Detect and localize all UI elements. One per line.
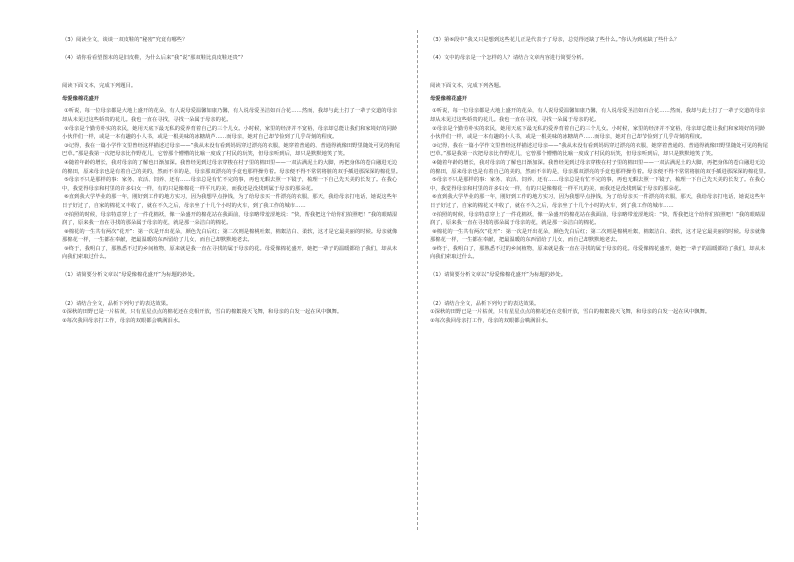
right-subquestion-1: （1）请简要分析文章以“母爱像棉花盛开”为标题的妙处。 (430, 272, 566, 279)
left-subquestion-2: （2）请结合全文，品析下列句子的表达效果。 (62, 300, 172, 307)
right-paragraph-9: ⑨终于，我明白了，那熟悉不过的乡间植物，原来就是我一直在寻找的属于母亲的花。母爱像棉花盛开，她把一辈子的温暖都给了我们，却从未向我们索取过什么。 (430, 245, 766, 261)
right-sentence-b: ②每次我回母亲打工作，母亲的双眼都会噙满泪水。 (430, 317, 552, 324)
left-question-4: （4）请你看看望图末的是旧皮鞋，为什么后来“我”说“那双鞋比真皮鞋还贵”？ (62, 54, 246, 61)
left-paragraph-8: ⑧棉花的一生共有两次“花开”：第一次是开出花朵，颜色先白后红；第二次则是棉桃吐絮，棉絮洁白、柔软，这才是它最美丽的时候。母亲就像那棉花一样，一生都在奉献，把最温暖的东西留给了儿女，而自己却默默地老去。 (62, 228, 398, 244)
column-divider (417, 30, 418, 530)
left-paragraph-2: ②母亲是个勤劳朴实的农民，她用天底下最无私的爱养育着自己的三个儿女。小时候，家里的经济并不宽裕，母亲却总能让我们和家境好的同龄小伙伴们一样，或是一本有趣的小人书，或是一根美味的冰糖葫芦……而母亲，她对自己却节俭到了几乎苛刻的程度。 (62, 125, 398, 141)
left-sentence-b: ②每次我回母亲打工作，母亲的双眼都会噙满泪水。 (62, 317, 184, 324)
right-sentence-a: ①深秋的田野已是一片枯黄，只有星星点点的棉花还在竞相开放，雪白的棉絮漫天飞舞，和母亲的白发一起在风中飘舞。 (430, 309, 711, 316)
right-paragraph-4: ④随着年龄的增长，我对母亲的了解也日渐加深。我曾经见到过母亲穿梭在村子里的棉田里——一双沾满泥土的大脚，再把身体的苍白融进无边的棉田，原来母亲也是有着自己的美的，然而不幸的是，母亲那双漂亮的手竟也那样操劳着。母亲便不得不常常将脏的双手插进那深深的棉花里。 (430, 159, 770, 175)
right-paragraph-1: ①听说，每一位母亲都是大地上盛开的花朵，有人说母爱温馨如康乃馨，有人说母爱圣洁如百合花……然而，我却与此土打了一辈子交道的母亲却从未见过这些娇贵的花儿。我也一直在寻找，寻找一朵属于母亲的花。 (430, 108, 766, 123)
right-paragraph-6: ⑥直到我大学毕业的那一年，刚好到工作的地方实习，因为我想早点挣钱，为了给母亲买一件漂亮的衣服，那天，我给母亲打电话，她说这些年日子好过了，自家的棉花又丰收了，就在不久之后，母亲坐了十几个小时的火车，到了我工作的城市…… (430, 194, 766, 209)
right-passage-title: 母爱像棉花盛开 (430, 95, 468, 102)
right-paragraph-8: ⑧棉花的一生共有两次“花开”：第一次是开出花朵，颜色先白后红；第二次则是棉桃吐絮，棉絮洁白、柔软，这才是它最美丽的时候。母亲就像那棉花一样，一生都在奉献，把最温暖的东西留给了儿女，而自己却默默地老去。 (430, 228, 766, 244)
left-paragraph-1: ①听说，每一位母亲都是大地上盛开的花朵，有人说母爱温馨如康乃馨，有人说母爱圣洁如百合花……然而，我却与此土打了一辈子交道的母亲却从未见过这些娇贵的花儿。我也一直在寻找，寻找一朵属于母亲的花。 (62, 108, 398, 123)
right-paragraph-3: ③记得，我在一篇小学作文里曾经这样描述过母亲——“我从未没有看到妈妈穿过漂亮的衣服，她穿着普通的、普通得就像田野里随处可见的狗尾巴草。”那是我第一次把母亲比作野花儿，它曾那个懵懵的比喻一度成了村民的玩笑，但母亲听到后，却只是默默地笑了笑。 (430, 142, 768, 158)
left-paragraph-9: ⑨终于，我明白了，那熟悉不过的乡间植物，原来就是我一直在寻找的属于母亲的花。母爱像棉花盛开，她把一辈子的温暖都给了我们，却从未向我们索取过什么。 (62, 245, 398, 261)
left-passage-title: 母爱像棉花盛开 (62, 95, 100, 102)
right-paragraph-2: ②母亲是个勤劳朴实的农民，她用天底下最无私的爱养育着自己的三个儿女。小时候，家里的经济并不宽裕，母亲却总能让我们和家境好的同龄小伙伴们一样，或是一本有趣的小人书，或是一根美味的冰糖葫芦……而母亲，她对自己却节俭到了几乎苛刻的程度。 (430, 125, 766, 141)
right-column (430, 36, 770, 325)
left-paragraph-3: ③记得，我在一篇小学作文里曾经这样描述过母亲——“我从未没有看到妈妈穿过漂亮的衣服，她穿着普通的、普通得就像田野里随处可见的狗尾巴草。”那是我第一次把母亲比作野花儿，它曾那个懵懵的比喻一度成了村民的玩笑，但母亲听到后，却只是默默地笑了笑。 (62, 142, 400, 158)
left-paragraph-4: ④随着年龄的增长，我对母亲的了解也日渐加深。我曾经见到过母亲穿梭在村子里的棉田里——一双沾满泥土的大脚，再把身体的苍白融进无边的棉田，原来母亲也是有着自己的美的，然而不幸的是，母亲那双漂亮的手竟也那样操劳着。母亲便不得不常常将脏的双手插进那深深的棉花里。 (62, 159, 402, 175)
left-sentence-a: ①深秋的田野已是一片枯黄，只有星星点点的棉花还在竞相开放，雪白的棉絮漫天飞舞，和母亲的白发一起在风中飘舞。 (62, 309, 343, 316)
left-paragraph-6: ⑥直到我大学毕业的那一年，刚好到工作的地方实习，因为我想早点挣钱，为了给母亲买一件漂亮的衣服，那天，我给母亲打电话，她说这些年日子好过了，自家的棉花又丰收了，就在不久之后，母亲坐了十几个小时的火车，到了我工作的城市…… (62, 194, 398, 209)
left-instruction: 阅读下面文本，完成下列题目。 (62, 83, 137, 90)
right-question-4: （4）文中的母亲是一个怎样的人？请结合文章内容进行简要分析。 (430, 54, 587, 61)
right-paragraph-7: ⑦拍照的时候，母亲特意穿上了一件花棉袄，像一朵盛开的棉花站在我面前，母亲略带羞涩地说：“快，帮我把这个给你们拍照吧！”我的眼睛湿润了，原来我一直在寻找的那朵属于母亲的花，就是那一朵洁白的棉花。 (430, 211, 766, 227)
right-instruction: 阅读下面文本，完成下列各题。 (430, 83, 505, 90)
right-subquestion-2: （2）请结合全文，品析下列句子的表达效果。 (430, 300, 540, 307)
left-paragraph-7: ⑦拍照的时候，母亲特意穿上了一件花棉袄，像一朵盛开的棉花站在我面前，母亲略带羞涩地说：“快，帮我把这个给你们拍照吧！”我的眼睛湿润了，原来我一直在寻找的那朵属于母亲的花，就是那一朵洁白的棉花。 (62, 211, 398, 227)
right-question-3: （3）第⑥段中“我又只是想到这些花儿正是代表于了母亲，总觉得还缺了些什么。”你认为到底缺了些什么？ (430, 37, 680, 43)
right-paragraph-5: ⑤母亲不只是那样的事：家务、农活、饲养、还有……母亲总是有忙不完的事，再也无暇去照一下镜子，梳理一下自己先天美的长发了。在我心中，我觉得母亲和村里的许多妇女一样，有的只是像棉花一样平凡的美，而我还是没找到属于母亲的那朵花。 (430, 177, 766, 192)
left-paragraph-5: ⑤母亲不只是那样的事：家务、农活、饲养、还有……母亲总是有忙不完的事，再也无暇去照一下镜子，梳理一下自己先天美的长发了。在我心中，我觉得母亲和村里的许多妇女一样，有的只是像棉花一样平凡的美，而我还是没找到属于母亲的那朵花。 (62, 177, 398, 192)
left-question-3: （3）阅读全文，谈谈一双皮鞋的“秘密”究竟有哪些？ (62, 37, 188, 43)
left-column (62, 36, 402, 325)
left-subquestion-1: （1）请简要分析文章以“母爱像棉花盛开”为标题的妙处。 (62, 272, 198, 279)
